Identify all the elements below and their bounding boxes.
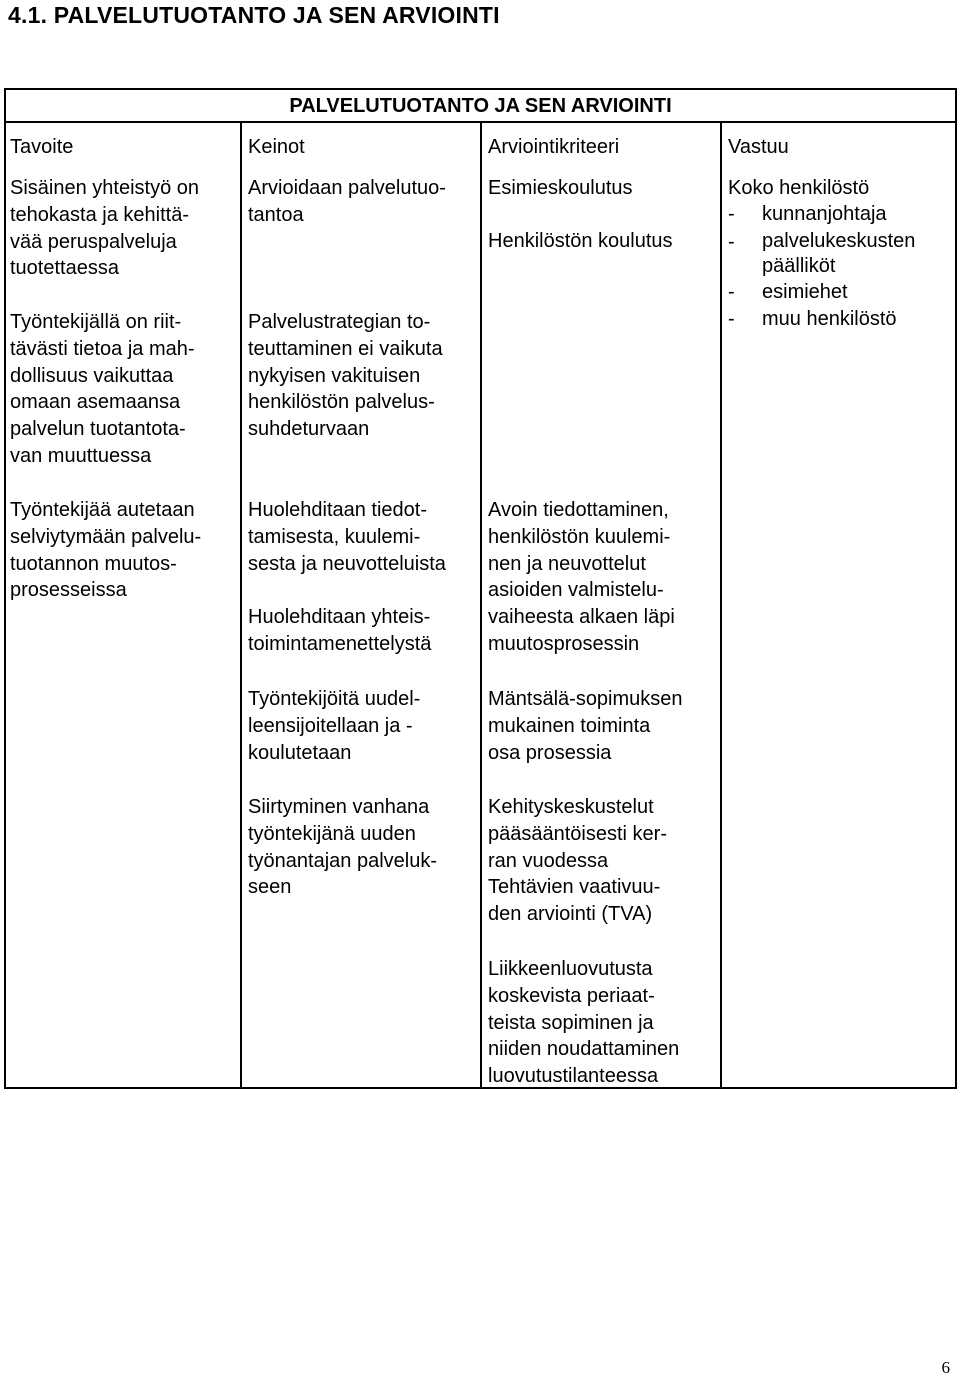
page-heading: 4.1. PALVELUTUOTANTO JA SEN ARVIOINTI [8, 2, 500, 28]
table-title: PALVELUTUOTANTO JA SEN ARVIOINTI [289, 95, 672, 117]
keinot-cell: Huolehditaan tiedot- tamisesta, kuulemi- sesta ja neuvotteluista [248, 499, 446, 575]
plan-table [4, 88, 957, 1089]
vastuu-lead: Koko henkilöstö [728, 177, 870, 199]
vastuu-item: - palvelukeskusten päälliköt [728, 229, 916, 277]
vastuu-item-label: kunnanjohtaja [762, 203, 887, 225]
vastuu-list [728, 201, 915, 334]
kriteeri-cell: Mäntsälä-sopimuksen mukainen toiminta osa prosessia [488, 688, 683, 764]
header-tavoite: Tavoite [10, 136, 74, 158]
vastuu-item: - kunnanjohtaja [728, 203, 887, 225]
vastuu-item-label: esimiehet [762, 280, 848, 303]
kriteeri-cell: Kehityskeskustelut pääsääntöisesti ker- ran vuodessa Tehtävien vaativuu- den arviointi (TVA) [488, 796, 667, 926]
kriteeri-cell: Avoin tiedottaminen, henkilöstön kuulemi- nen ja neuvottelut asioiden valmistelu- vaiheesta alkaen läpi muutosprosessin [488, 499, 675, 655]
keinot-cell: Arvioidaan palvelutuo- tantoa [248, 177, 446, 226]
tavoite-cell: Työntekijällä on riit- tävästi tietoa ja mah- dollisuus vaikuttaa omaan asemaansa palvelun tuotantota- van muuttuessa [10, 311, 195, 467]
keinot-cell: Huolehditaan yhteis- toimintamenettelystä [248, 606, 432, 655]
column-divider [240, 121, 242, 1087]
header-keinot: Keinot [248, 136, 305, 158]
column-divider [720, 121, 722, 1087]
tavoite-cell: Työntekijää autetaan selviytymään palvelu- tuotannon muutos- prosesseissa [10, 499, 202, 602]
page-number: 6 [941, 1358, 950, 1377]
tavoite-cell: Sisäinen yhteistyö on tehokasta ja kehittä- vää peruspalveluja tuotettaessa [10, 177, 200, 280]
vastuu-item: - esimiehet [728, 280, 848, 303]
kriteeri-cell: Liikkeenluovutusta koskevista periaat- teista sopiminen ja niiden noudattaminen luovutustilanteessa [488, 958, 680, 1088]
keinot-cell: Työntekijöitä uudel- leensijoitellaan ja - koulutetaan [248, 688, 421, 764]
header-vastuu: Vastuu [728, 136, 789, 158]
vastuu-item-label: muu henkilöstö [762, 308, 897, 330]
keinot-cell: Palvelustrategian to- teuttaminen ei vaikuta nykyisen vakituisen henkilöstön palvelus- suhdeturvaan [248, 311, 443, 441]
kriteeri-cell: Henkilöstön koulutus [488, 230, 673, 252]
column-divider [480, 121, 482, 1087]
keinot-cell: Siirtyminen vanhana työntekijänä uuden työnantajan palveluk- seen [248, 796, 438, 899]
kriteeri-cell: Esimieskoulutus [488, 177, 633, 199]
vastuu-item: - muu henkilöstö [728, 308, 897, 330]
header-arviointikriteeri: Arviointikriteeri [488, 136, 620, 158]
vastuu-item-label: palvelukeskusten päälliköt [762, 229, 916, 277]
